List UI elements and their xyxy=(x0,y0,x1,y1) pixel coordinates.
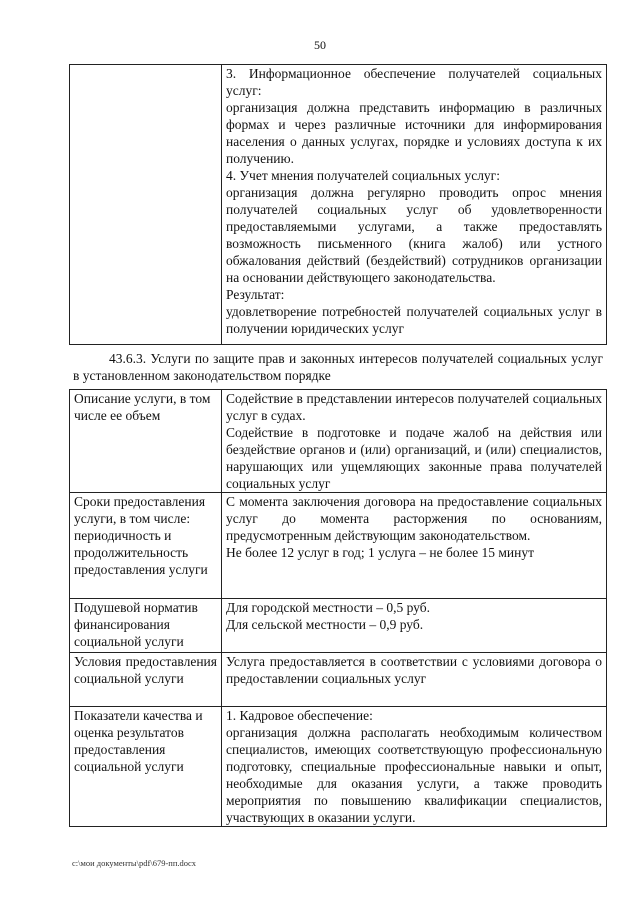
row-label: Сроки предоставления услуги, в том числе: периодичность и продолжительность предоставления услуги xyxy=(70,493,222,599)
row-content xyxy=(222,493,607,599)
paragraph: Услуга предоставляется в соответствии с условиями договора о предоставлении социальных услуг xyxy=(226,654,602,686)
paragraph: организация должна регулярно проводить опрос мнения получателей социальных услуг об удовлетворенности предоставляемыми услугами, а также предоставлять возможность письменного (книга жалоб) или устного обжалования действий (бездействий) сотрудников организации на основании действующего законодательства. xyxy=(226,185,602,285)
footer-file-path: c:\мои документы\pdf\679-пп.docx xyxy=(72,858,197,868)
service-table xyxy=(69,389,607,827)
paragraph: 3. Информационное обеспечение получателей социальных услуг: xyxy=(226,66,602,98)
row-label: Описание услуги, в том числе ее объем xyxy=(70,390,222,493)
table-row xyxy=(70,390,607,493)
paragraph: Содействие в представлении интересов получателей социальных услуг в судах. xyxy=(226,391,602,423)
row-label: Условия предоставления социальной услуги xyxy=(70,653,222,707)
table-row xyxy=(70,599,607,653)
paragraph: Не более 12 услуг в год; 1 услуга – не более 15 минут xyxy=(226,545,535,560)
paragraph: Для городской местности – 0,5 руб. xyxy=(226,600,431,615)
paragraph: С момента заключения договора на предоставление социальных услуг до момента расторжения по основаниям, предусмотренным действующим законодательством. xyxy=(226,494,602,543)
row-label: Показатели качества и оценка результатов предоставления социальной услуги xyxy=(70,707,222,827)
row-content xyxy=(222,707,607,827)
section-heading: 43.6.3. Услуги по защите прав и законных интересов получателей социальных услуг в установленном законодательством порядке xyxy=(73,351,603,383)
table-cell-label xyxy=(70,65,222,345)
table-row xyxy=(70,493,607,599)
paragraph: Для сельской местности – 0,9 руб. xyxy=(226,617,424,632)
page-number: 50 xyxy=(314,38,326,52)
row-content xyxy=(222,599,607,653)
paragraph: Результат: xyxy=(226,287,285,302)
row-content xyxy=(222,653,607,707)
table-row xyxy=(70,65,607,345)
paragraph: 1. Кадровое обеспечение: xyxy=(226,708,373,723)
table-row xyxy=(70,653,607,707)
row-content xyxy=(222,390,607,493)
table-row xyxy=(70,707,607,827)
continued-table xyxy=(69,64,607,345)
paragraph: удовлетворение потребностей получателей социальных услуг в получении юридических услуг xyxy=(226,304,602,336)
paragraph: организация должна располагать необходимым количеством специалистов, имеющих соответствующую профессиональную подготовку, специальные профессиональные навыки и опыт, необходимые для оказания услуги, а также проводить мероприятия по повышению квалификации специалистов, участвующих в оказании услуги. xyxy=(226,725,602,825)
paragraph: организация должна представить информацию в различных формах и через различные источники для информирования населения о данных услугах, порядке и условиях доступа к их получению. xyxy=(226,100,602,166)
row-label: Подушевой норматив финансирования социальной услуги xyxy=(70,599,222,653)
paragraph: 4. Учет мнения получателей социальных услуг: xyxy=(226,168,500,183)
table-cell-content xyxy=(222,65,607,345)
paragraph: Содействие в подготовке и подаче жалоб на действия или бездействие органов и (или) организаций, и (или) специалистов, нарушающих или ущемляющих законные права получателей социальных услуг xyxy=(226,425,602,491)
